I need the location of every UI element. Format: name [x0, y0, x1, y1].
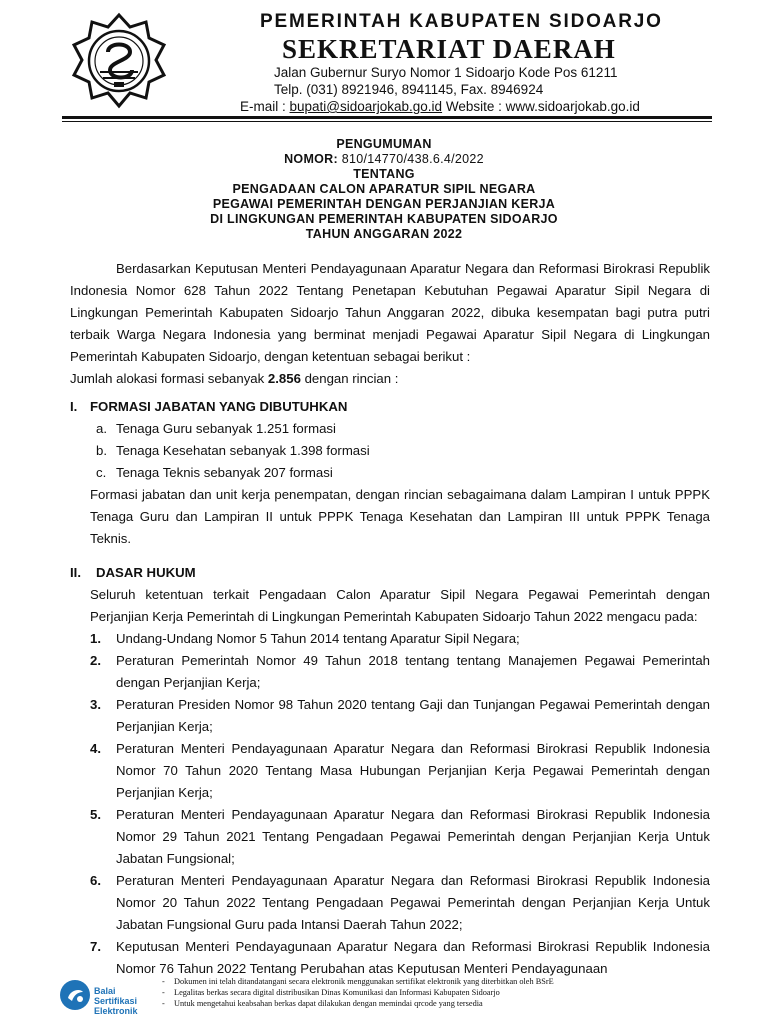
section-title: DASAR HUKUM: [96, 565, 196, 580]
item-text: Peraturan Menteri Pendayagunaan Aparatur Negara dan Reformasi Birokrasi Republik Indonesia Nomor 70 Tahun 2020 Tentang Masa Hubungan Perjanjian Kerja Pegawai Pemerintah dengan Perjanjian Kerja;: [116, 741, 710, 800]
legal-basis-item: [90, 870, 710, 936]
item-text: Peraturan Menteri Pendayagunaan Aparatur Negara dan Reformasi Birokrasi Republik Indonesia Nomor 29 Tahun 2021 Tentang Pengadaan Pegawai Pemerintah dengan Perjanjian Kerja Untuk Jabatan Fungsional;: [116, 807, 710, 866]
list-item: [96, 418, 710, 440]
item-number: 3.: [90, 697, 101, 712]
dasar-hukum-intro: Seluruh ketentuan terkait Pengadaan Calon Aparatur Sipil Negara Pegawai Pemerintah dengan Perjanjian Kerja Pemerintah di Lingkungan Pemerintah Kabupaten Sidoarjo Tahun 2022 mengacu pada:: [90, 587, 710, 624]
section-number: I.: [70, 399, 78, 414]
list-text: Tenaga Guru sebanyak 1.251 formasi: [116, 421, 336, 436]
title-line-4: TAHUN ANGGARAN 2022: [305, 227, 463, 241]
legal-basis-item: [90, 738, 710, 804]
item-number: 6.: [90, 873, 101, 888]
letterhead-rule-thick: [62, 116, 712, 119]
section-formasi-heading: [70, 396, 710, 418]
alokasi-before: Jumlah alokasi formasi sebanyak: [70, 371, 268, 386]
alokasi-after: dengan rincian :: [300, 371, 399, 386]
legal-basis-item: [90, 694, 710, 738]
title-line-2: PEGAWAI PEMERINTAH DENGAN PERJANJIAN KERJA: [212, 197, 556, 211]
list-text: Tenaga Teknis sebanyak 207 formasi: [116, 465, 333, 480]
item-number: 7.: [90, 939, 101, 954]
footer-note: - Dokumen ini telah ditandatangani secara elektronik menggunakan sertifikat elektronik yang diterbitkan oleh BSrE: [162, 977, 554, 986]
bsre-logo-icon: [58, 978, 158, 1014]
letterhead-phone: Telp. (031) 8921946, 8941145, Fax. 8946924: [274, 82, 544, 97]
item-text: Keputusan Menteri Pendayagunaan Aparatur Negara dan Reformasi Birokrasi Republik Indonesia Nomor 76 Tahun 2022 Tentang Perubahan atas Keputusan Menteri Pendayagunaan: [116, 939, 710, 976]
intro-paragraph: Berdasarkan Keputusan Menteri Pendayagunaan Aparatur Negara dan Reformasi Birokrasi Republik Indonesia Nomor 628 Tahun 2022 Tentang Penetapan Kebutuhan Pegawai Aparatur Sipil Negara di Lingkungan Pemerintah Kabupaten Sidoarjo Tahun Anggaran 2022, dibuka kesempatan bagi putra putri terbaik Warga Negara Indonesia yang berminat menjadi Pegawai Aparatur Sipil Negara di Lingkungan Pemerintah Kabupaten Sidoarjo, dengan ketentuan sebagai berikut :: [70, 261, 710, 364]
footer-note-text: Dokumen ini telah ditandatangani secara elektronik menggunakan sertifikat elektronik yang diterbitkan oleh BSrE: [174, 977, 554, 986]
title-line-1: PENGADAAN CALON APARATUR SIPIL NEGARA: [232, 182, 536, 196]
section-title: FORMASI JABATAN YANG DIBUTUHKAN: [90, 399, 348, 414]
alokasi-total: 2.856: [267, 371, 301, 386]
letterhead: [0, 0, 768, 118]
website-link[interactable]: www.sidoarjokab.go.id: [505, 99, 640, 114]
bsre-line-2: Sertifikasi: [94, 996, 138, 1006]
legal-basis-item: [90, 804, 710, 870]
item-text: Peraturan Menteri Pendayagunaan Aparatur Negara dan Reformasi Birokrasi Republik Indonesia Nomor 20 Tahun 2022 Tentang Pengadaan Pegawai Pemerintah dengan Perjanjian Kerja Untuk Jabatan Fungsional Guru pada Intansi Daerah Tahun 2022;: [116, 873, 710, 932]
sidoarjo-emblem-icon: [70, 12, 168, 110]
list-marker: c.: [96, 465, 107, 480]
bsre-text: [94, 986, 138, 1016]
announcement-title: [0, 137, 768, 242]
bsre-line-1: Balai: [94, 986, 116, 996]
list-item: [96, 462, 710, 484]
item-text: Peraturan Presiden Nomor 98 Tahun 2020 tentang Gaji dan Tunjangan Pegawai Pemerintah dengan Perjanjian Kerja;: [116, 697, 710, 734]
formasi-note: Formasi jabatan dan unit kerja penempatan, dengan rincian sebagaimana dalam Lampiran I untuk PPPK Tenaga Guru dan Lampiran II untuk PPPK Tenaga Kesehatan dan Lampiran III untuk PPPK Tenaga Teknis.: [90, 487, 710, 546]
list-marker: b.: [96, 443, 107, 458]
item-number: 5.: [90, 807, 101, 822]
title-number: [0, 152, 768, 167]
legal-basis-item: [90, 628, 710, 650]
item-number: 2.: [90, 653, 101, 668]
title-heading: PENGUMUMAN: [336, 137, 432, 151]
section-number: II.: [70, 565, 81, 580]
footer-note-text: Legalitas berkas secara digital distribusikan Dinas Komunikasi dan Informasi Kabupaten Sidoarjo: [174, 988, 500, 997]
footer: [58, 972, 748, 1018]
letterhead-contact: [240, 98, 740, 115]
nomor-value: 810/14770/438.6.4/2022: [341, 152, 484, 166]
email-label: E-mail :: [240, 99, 290, 114]
letterhead-address: Jalan Gubernur Suryo Nomor 1 Sidoarjo Kode Pos 61211: [274, 65, 618, 80]
letterhead-rule-thin: [62, 121, 712, 122]
list-text: Tenaga Kesehatan sebanyak 1.398 formasi: [116, 443, 370, 458]
item-text: Undang-Undang Nomor 5 Tahun 2014 tentang Aparatur Sipil Negara;: [116, 631, 520, 646]
item-number: 4.: [90, 741, 101, 756]
letterhead-government: PEMERINTAH KABUPATEN SIDOARJO: [260, 11, 663, 32]
section-dasar-hukum-heading: [70, 562, 710, 584]
item-text: Peraturan Pemerintah Nomor 49 Tahun 2018 tentang tentang Manajemen Pegawai Pemerintah dengan Perjanjian Kerja;: [116, 653, 710, 690]
bsre-line-3: Elektronik: [94, 1006, 138, 1016]
footer-note-text: Untuk mengetahui keabsahan berkas dapat dilakukan dengan memindai qrcode yang tersedia: [174, 999, 483, 1008]
letterhead-office: SEKRETARIAT DAERAH: [282, 34, 616, 64]
legal-basis-item: [90, 650, 710, 694]
footer-note: - Untuk mengetahui keabsahan berkas dapat dilakukan dengan memindai qrcode yang tersedia: [162, 999, 483, 1008]
email-link[interactable]: bupati@sidoarjokab.go.id: [289, 99, 443, 114]
alokasi-line: [70, 368, 710, 390]
title-line-3: DI LINGKUNGAN PEMERINTAH KABUPATEN SIDOARJO: [210, 212, 558, 226]
website-label: Website :: [442, 99, 506, 114]
nomor-label: NOMOR:: [284, 152, 342, 166]
document-body: [70, 258, 710, 980]
list-item: [96, 440, 710, 462]
title-tentang: TENTANG: [353, 167, 415, 181]
list-marker: a.: [96, 421, 107, 436]
footer-notes: [162, 976, 742, 1009]
item-number: 1.: [90, 631, 101, 646]
footer-note: - Legalitas berkas secara digital distribusikan Dinas Komunikasi dan Informasi Kabupaten Sidoarjo: [162, 988, 500, 997]
